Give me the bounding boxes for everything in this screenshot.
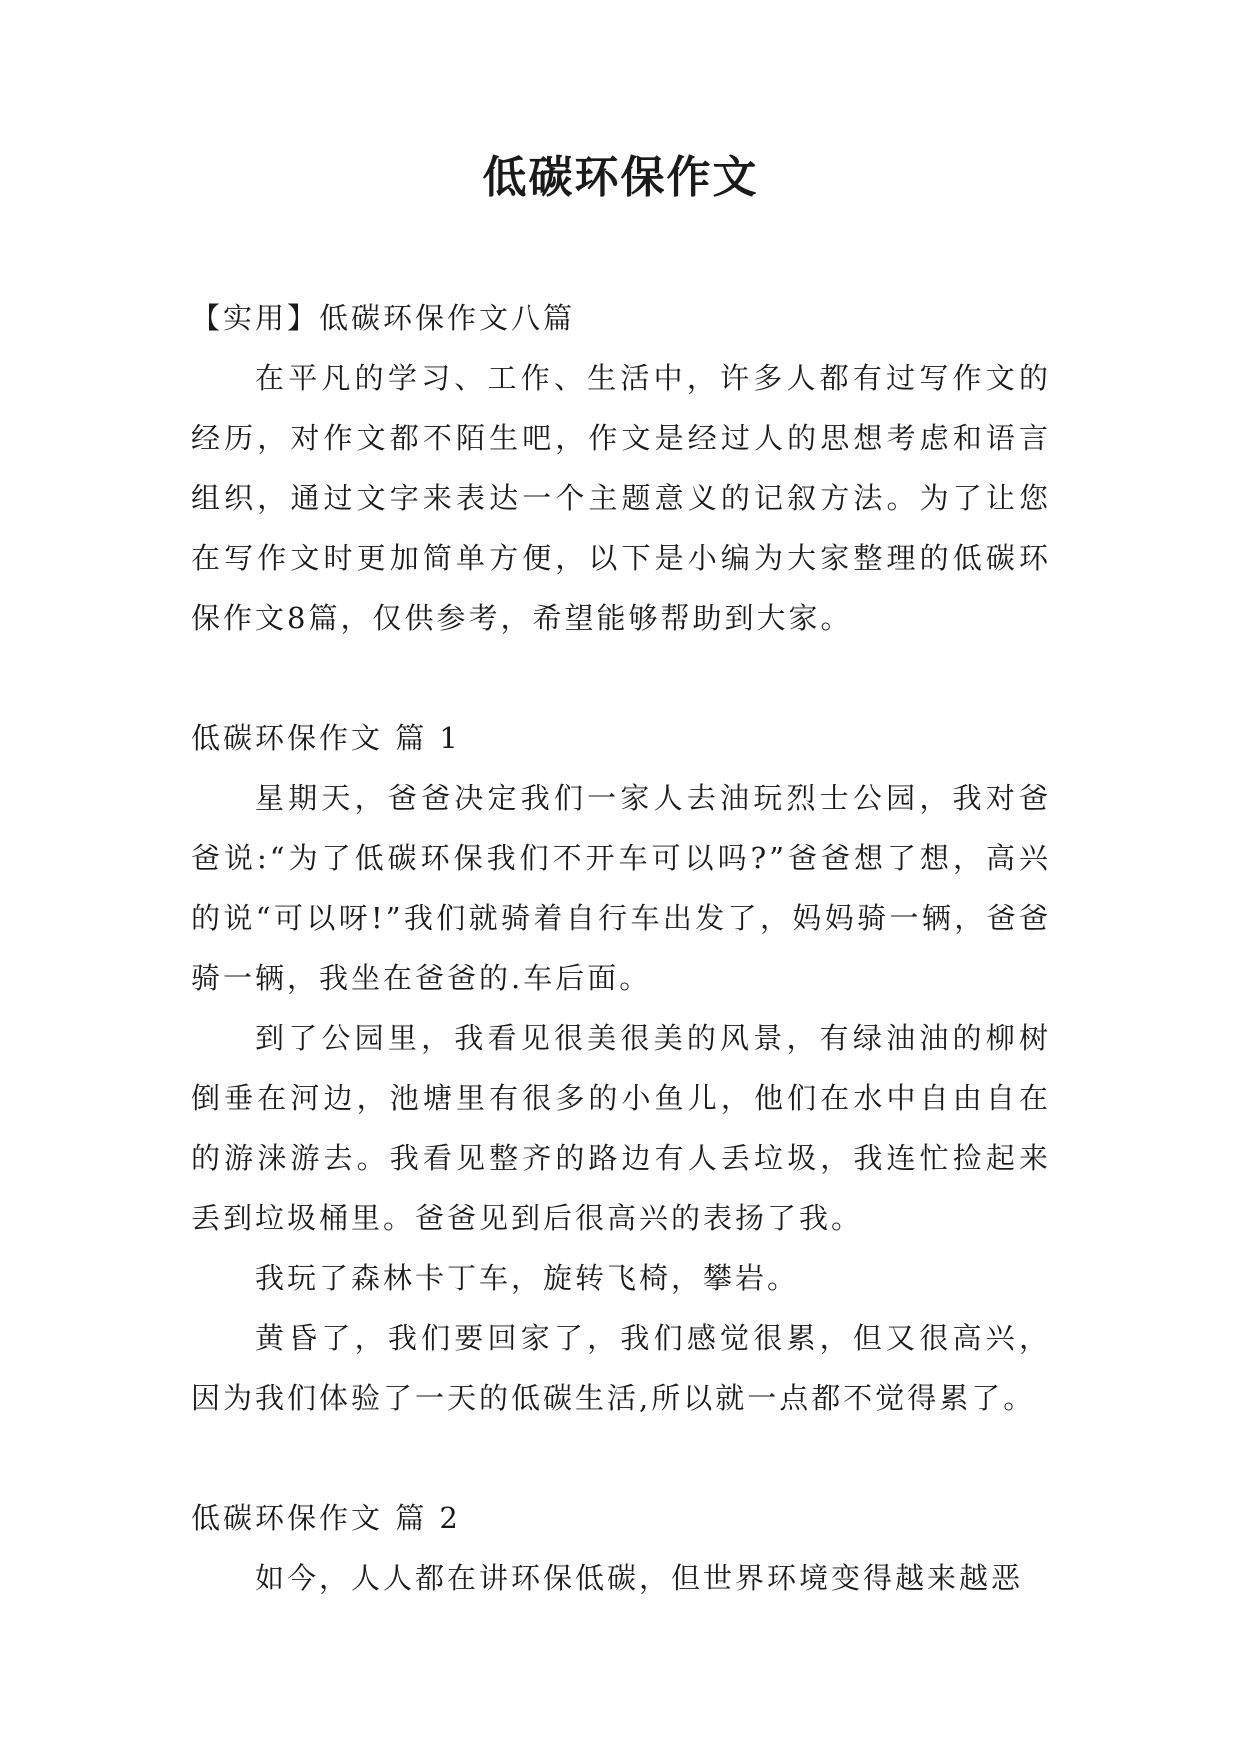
document-subtitle: 【实用】低碳环保作文八篇 (191, 301, 576, 335)
section-1-paragraph-1: 星期天，爸爸决定我们一家人去油玩烈士公园，我对爸爸说:“为了低碳环保我们不开车可以吗?”爸爸想了想，高兴的说“可以呀!”我们就骑着自行车出发了，妈妈骑一辆，爸爸骑一辆，我坐在爸爸的.车后面。 (191, 781, 1051, 995)
document-title: 低碳环保作文 (482, 152, 759, 203)
intro-paragraph: 在平凡的学习、工作、生活中，许多人都有过写作文的经历，对作文都不陌生吧，作文是经过人的思想考虑和语言组织，通过文字来表达一个主题意义的记叙方法。为了让您在写作文时更加简单方便，以下是小编为大家整理的低碳环保作文8篇，仅供参考，希望能够帮助到大家。 (191, 361, 1051, 635)
section-1-paragraph-2: 到了公园里，我看见很美很美的风景，有绿油油的柳树倒垂在河边，池塘里有很多的小鱼儿，他们在水中自由自在的游涞游去。我看见整齐的路边有人丢垃圾，我连忙捡起来丢到垃圾桶里。爸爸见到后很高兴的表扬了我。 (191, 1021, 1051, 1235)
document-body (191, 288, 1051, 1608)
section-2-paragraph-1: 如今，人人都在讲环保低碳，但世界环境变得越来越恶 (255, 1561, 1024, 1595)
section-heading-1: 低碳环保作文 篇 1 (191, 721, 461, 755)
section-heading-2: 低碳环保作文 篇 2 (191, 1501, 461, 1535)
section-1-paragraph-3: 我玩了森林卡丁车，旋转飞椅，攀岩。 (255, 1261, 800, 1295)
section-1-paragraph-4: 黄昏了，我们要回家了，我们感觉很累，但又很高兴，因为我们体验了一天的低碳生活,所以就一点都不觉得累了。 (191, 1321, 1051, 1415)
